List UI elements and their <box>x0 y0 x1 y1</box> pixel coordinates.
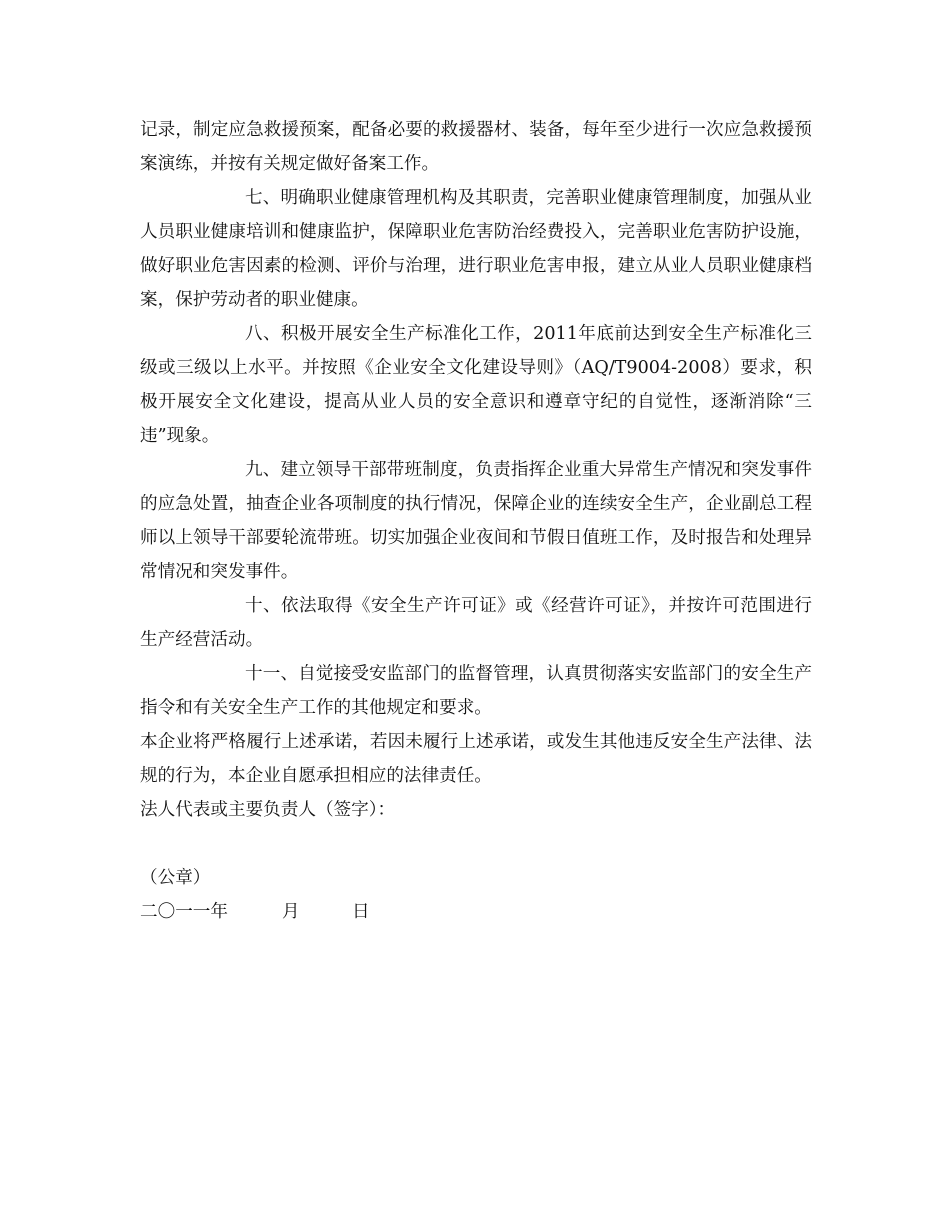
seal-label: （公章） <box>140 868 211 888</box>
date-year: 二〇一一年 <box>140 902 228 922</box>
paragraph-continuation: 记录，制定应急救援预案，配备必要的救援器材、装备，每年至少进行一次应急救援预案演练，并按有关规定做好备案工作。 <box>140 120 812 174</box>
paragraph-item-8: 八、积极开展安全生产标准化工作，2011年底前达到安全生产标准化三级或三级以上水平。并按照《企业安全文化建设导则》（AQ/T9004-2008）要求，积极开展安全文化建设，提高从业人员的安全意识和遵章守纪的自觉性，逐渐消除“三违”现象。 <box>140 324 812 446</box>
date-day: 日 <box>352 902 370 922</box>
paragraph-item-11: 十一、自觉接受安监部门的监督管理，认真贯彻落实安监部门的安全生产指令和有关安全生产工作的其他规定和要求。 <box>140 664 812 718</box>
paragraph-commitment: 本企业将严格履行上述承诺，若因未履行上述承诺，或发生其他违反安全生产法律、法规的行为，本企业自愿承担相应的法律责任。 <box>140 732 812 786</box>
document-body <box>140 113 812 929</box>
paragraph-item-7: 七、明确职业健康管理机构及其职责，完善职业健康管理制度，加强从业人员职业健康培训和健康监护，保障职业危害防治经费投入，完善职业危害防护设施，做好职业危害因素的检测、评价与治理，进行职业危害申报，建立从业人员职业健康档案，保护劳动者的职业健康。 <box>140 188 812 310</box>
signature-label: 法人代表或主要负责人（签字）： <box>140 800 396 820</box>
signature-space <box>140 827 812 861</box>
date-month: 月 <box>282 902 300 922</box>
paragraph-item-9: 九、建立领导干部带班制度，负责指挥企业重大异常生产情况和突发事件的应急处置，抽查企业各项制度的执行情况，保障企业的连续安全生产，企业副总工程师以上领导干部要轮流带班。切实加强企业夜间和节假日值班工作，及时报告和处理异常情况和突发事件。 <box>140 460 812 582</box>
date-line <box>140 895 812 929</box>
paragraph-item-10: 十、依法取得《安全生产许可证》或《经营许可证》，并按许可范围进行生产经营活动。 <box>140 596 812 650</box>
